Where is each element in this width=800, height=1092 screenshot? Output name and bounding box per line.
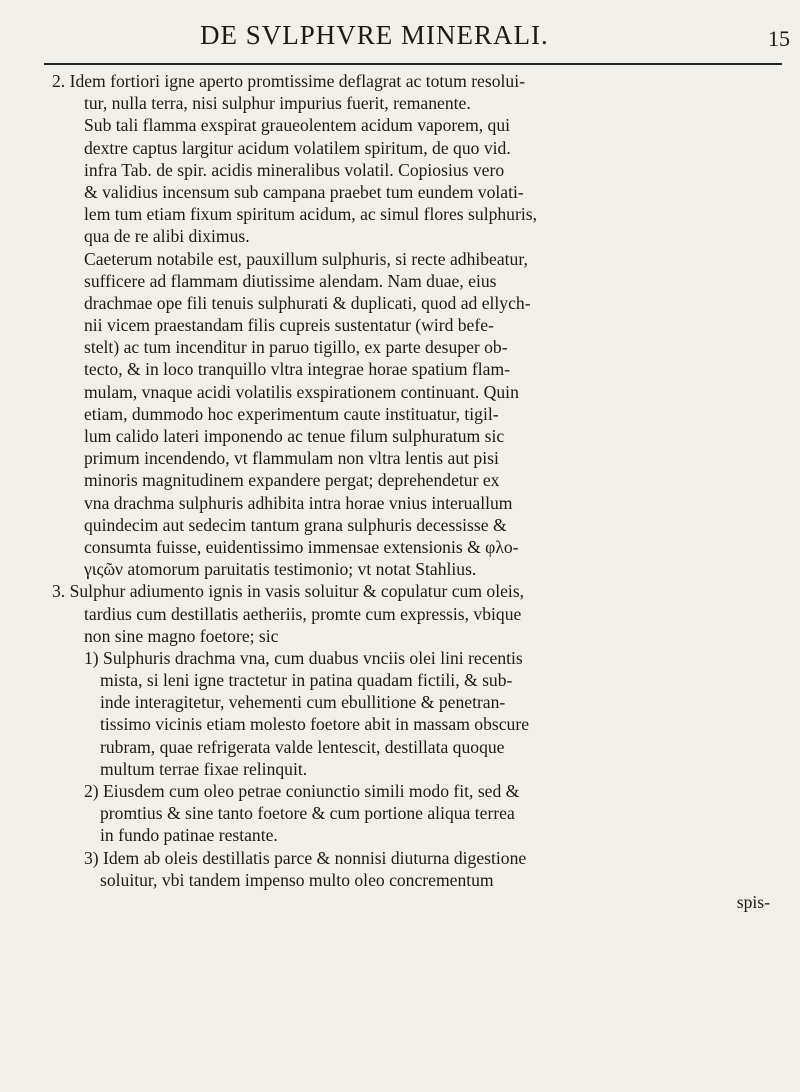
text-line: 3. Sulphur adiumento ignis in vasis soluitur & copulatur cum oleis,: [52, 581, 525, 602]
text-line: 2) Eiusdem cum oleo petrae coniunctio simili modo fit, sed &: [84, 781, 520, 801]
running-head: [0, 20, 800, 60]
text-line: non sine magno foetore; sic: [84, 625, 279, 646]
text-line: lem tum etiam fixum spiritum acidum, ac simul flores sulphuris,: [84, 204, 537, 225]
text-line: nii vicem praestandam filis cupreis sustentatur (wird befe-: [84, 315, 494, 336]
body-text: [52, 70, 780, 913]
page-number: 15: [768, 26, 790, 51]
text-line: tissimo vicinis etiam molesto foetore abit in massam obscure: [100, 714, 530, 735]
text-line: minoris magnitudinem expandere pergat; deprehendetur ex: [84, 470, 500, 491]
text-line: mista, si leni igne tractetur in patina quadam fictili, & sub-: [100, 670, 513, 691]
text-line: dextre captus largitur acidum volatilem spiritum, de quo vid.: [84, 137, 511, 158]
text-line: & validius incensum sub campana praebet tum eundem volati-: [84, 181, 524, 202]
catchword: spis-: [736, 891, 770, 912]
text-line: consumta fuisse, euidentissimo immensae extensionis & φλο-: [84, 536, 519, 557]
text-line: drachmae ope fili tenuis sulphurati & duplicati, quod ad ellych-: [84, 292, 531, 313]
text-line: quindecim aut sedecim tantum grana sulphuris decessisse &: [84, 514, 507, 535]
text-line: qua de re alibi diximus.: [84, 226, 250, 247]
text-line: Caeterum notabile est, pauxillum sulphuris, si recte adhibeatur,: [84, 248, 528, 269]
text-line: multum terrae fixae relinquit.: [100, 758, 308, 779]
text-line: promtius & sine tanto foetore & cum portione aliqua terrea: [100, 803, 515, 824]
text-line: 1) Sulphuris drachma vna, cum duabus vnciis olei lini recentis: [84, 647, 523, 668]
header-rule: [44, 63, 782, 65]
text-line: rubram, quae refrigerata valde lentescit, destillata quoque: [100, 736, 505, 757]
text-line: tardius cum destillatis aetheriis, promte cum expressis, vbique: [84, 603, 522, 624]
text-line: infra Tab. de spir. acidis mineralibus volatil. Copiosius vero: [84, 159, 505, 180]
text-line: 2. Idem fortiori igne aperto promtissime deflagrat ac totum resolui-: [52, 71, 525, 91]
text-line: tur, nulla terra, nisi sulphur impurius fuerit, remanente.: [84, 93, 471, 114]
text-line: inde interagitetur, vehementi cum ebullitione & penetran-: [100, 692, 506, 713]
text-line: tecto, & in loco tranquillo vltra integrae horae spatium flam-: [84, 359, 511, 380]
text-line: mulam, vnaque acidi volatilis exspirationem continuant. Quin: [84, 381, 519, 402]
page-header-title: DE SVLPHVRE MINERALI.: [200, 20, 549, 50]
text-line: sufficere ad flammam diutissime alendam. Nam duae, eius: [84, 270, 497, 291]
text-line: γιςῶν atomorum paruitatis testimonio; vt notat Stahlius.: [84, 559, 477, 580]
text-line: vna drachma sulphuris adhibita intra horae vnius interuallum: [84, 492, 513, 513]
text-line: etiam, dummodo hoc experimentum caute instituatur, tigil-: [84, 403, 499, 424]
text-line: in fundo patinae restante.: [100, 825, 278, 846]
text-line: lum calido lateri imponendo ac tenue filum sulphuratum sic: [84, 426, 505, 446]
text-line: Sub tali flamma exspirat graueolentem acidum vaporem, qui: [84, 115, 511, 136]
text-line: primum incendendo, vt flammulam non vltra lentis aut pisi: [84, 448, 499, 469]
text-line: stelt) ac tum incenditur in paruo tigillo, ex parte desuper ob-: [84, 337, 508, 358]
text-line: soluitur, vbi tandem impenso multo oleo concrementum: [100, 869, 494, 890]
text-line: 3) Idem ab oleis destillatis parce & nonnisi diuturna digestione: [84, 847, 527, 868]
